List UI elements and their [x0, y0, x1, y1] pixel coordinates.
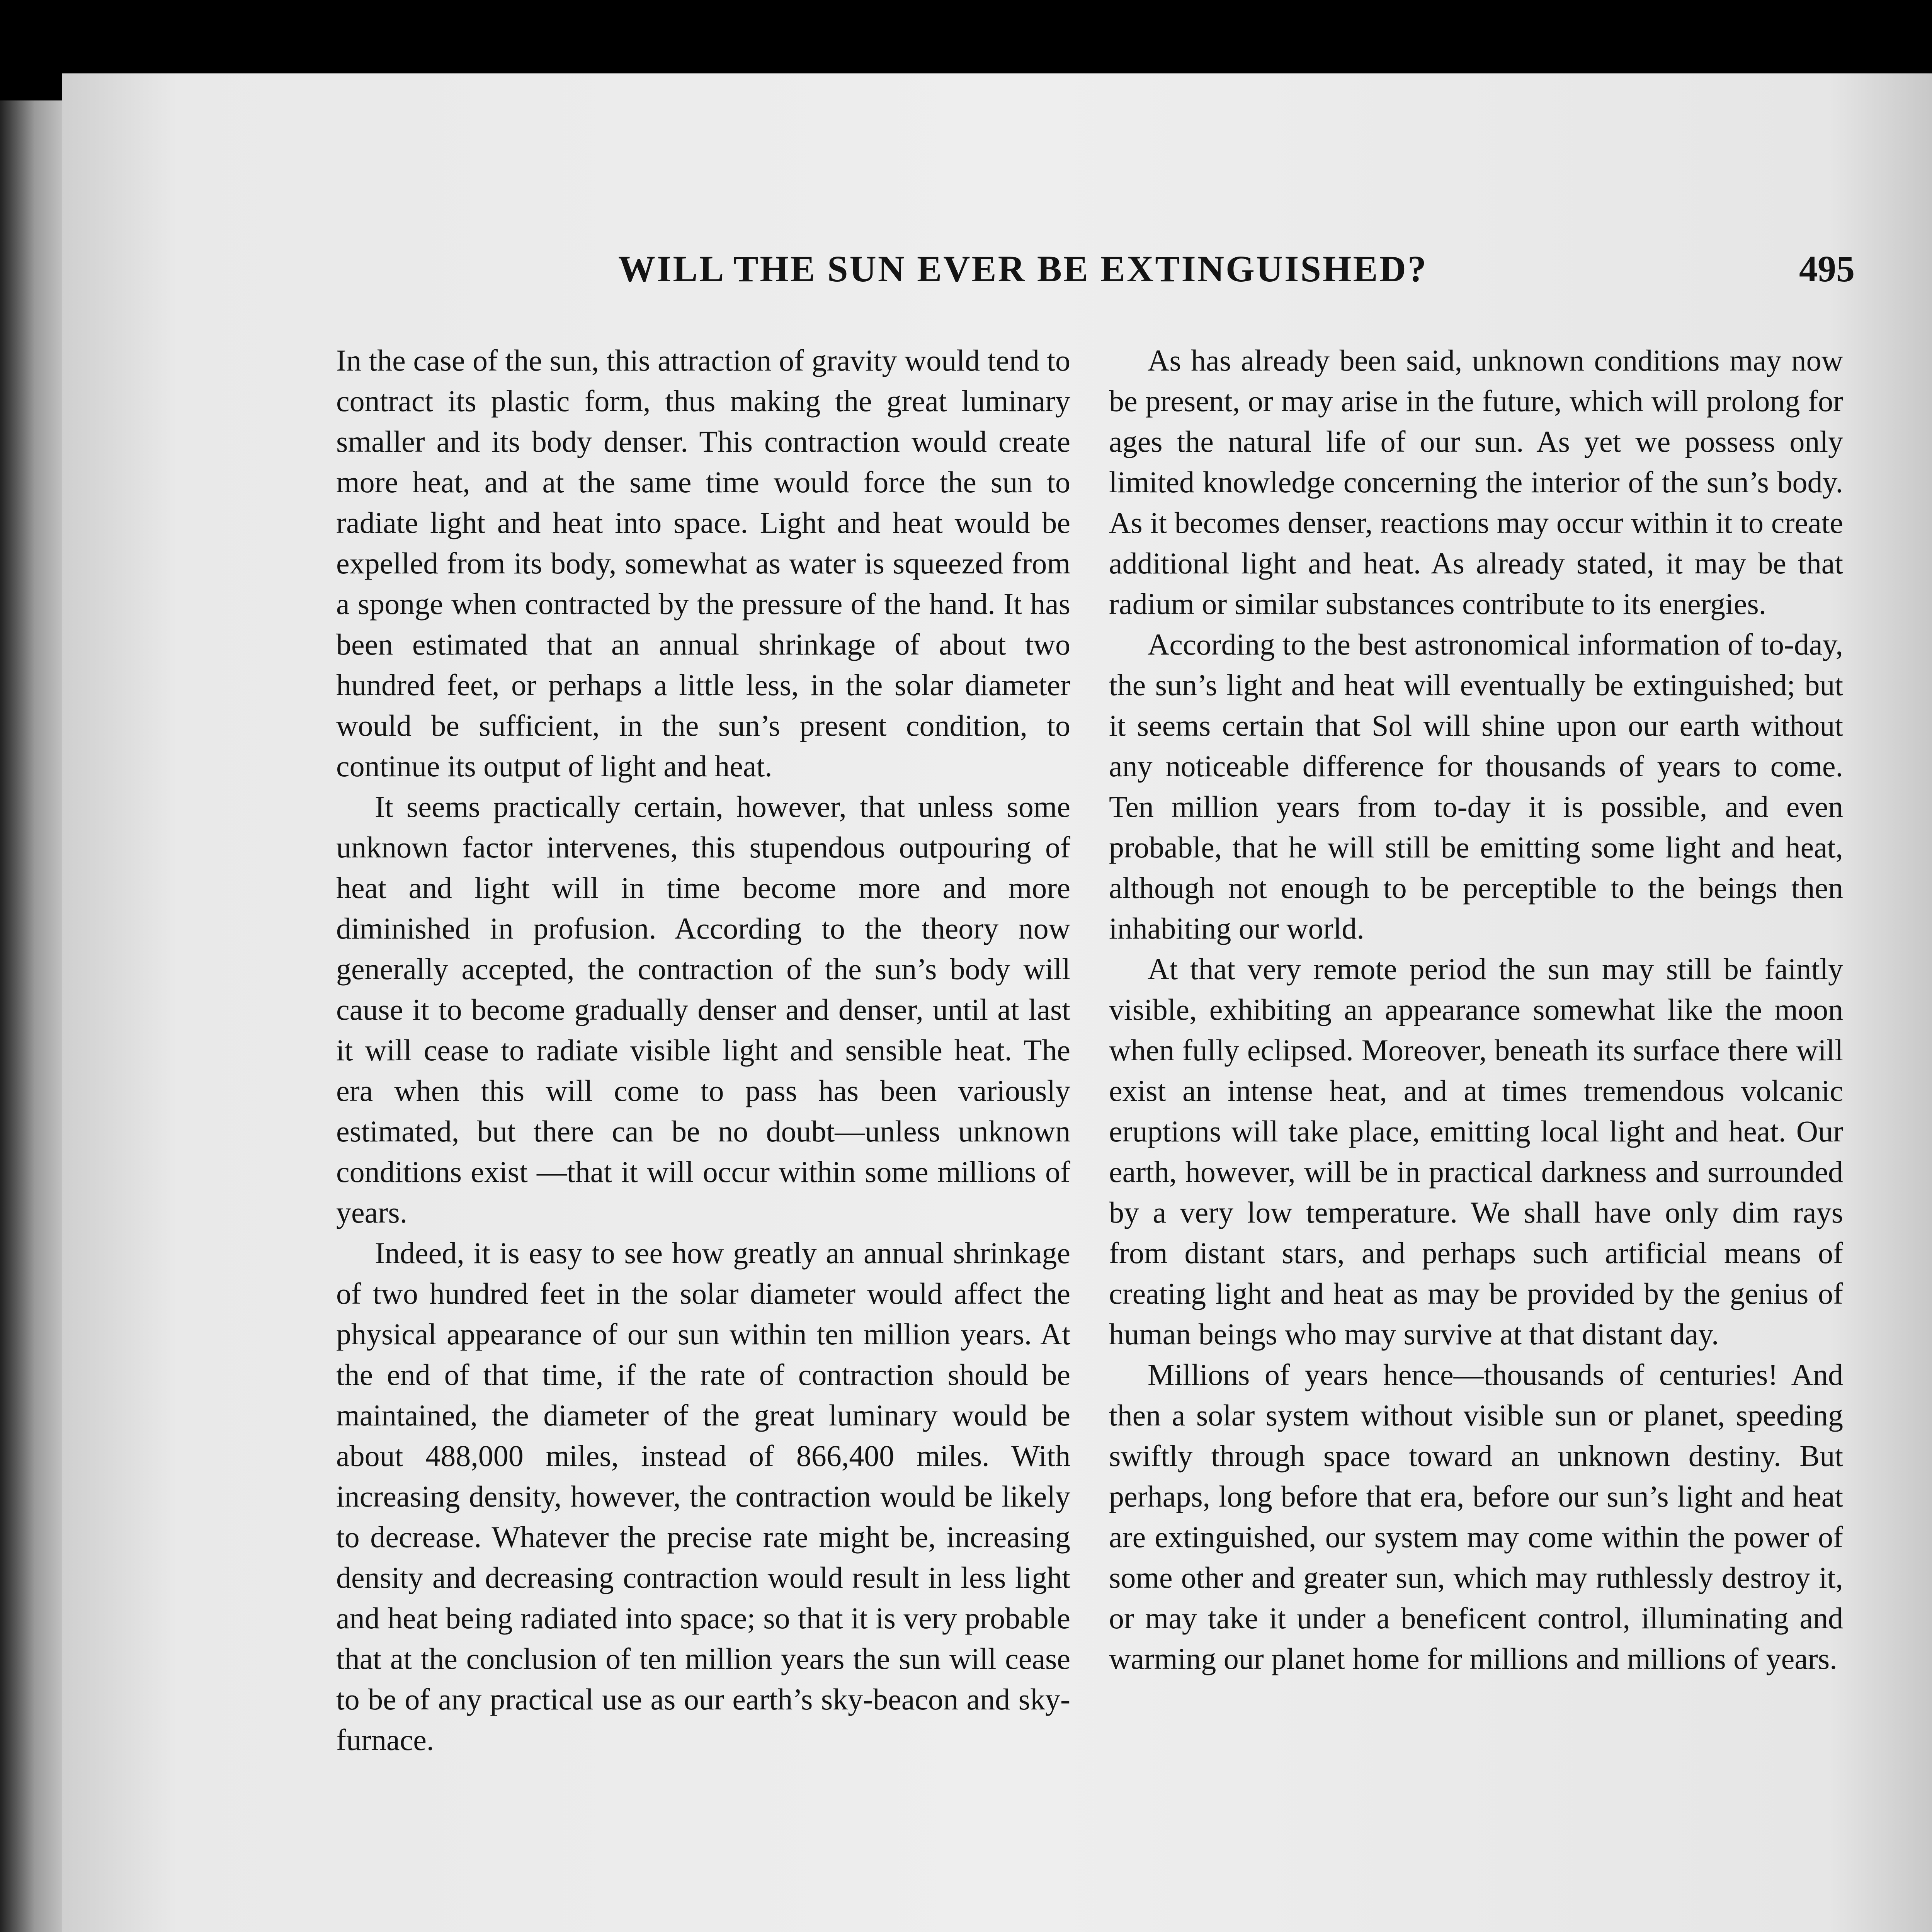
page-header — [618, 247, 1855, 305]
paragraph: In the case of the sun, this attraction of gravity would tend to contract its plastic form, thus making the great luminary smaller and its body denser. This contraction would create more heat, and at the same time would force the sun to radiate light and heat into space. Light and heat would be expelled from its body, somewhat as water is squeezed from a sponge when contracted by the pressure of the hand. It has been estimated that an annual shrinkage of about two hundred feet, or perhaps a little less, in the solar diameter would be sufficient, in the sun’s present condition, to continue its output of light and heat. — [336, 344, 1070, 783]
page-number: 495 — [1799, 248, 1855, 289]
paragraph: According to the best astronomical information of to-day, the sun’s light and heat will eventually be extinguished; but it seems certain that Sol will shine upon our earth without any noticeable difference for thousands of years to come. Ten million years from to-day it is possible, and even probable, that he will still be emitting some light and heat, although not enough to be perceptible to the beings then inhabiting our world. — [1109, 628, 1843, 945]
paragraph: As has already been said, unknown conditions may now be present, or may arise in the future, which will prolong for ages the natural life of our sun. As yet we possess only limited knowledge concerning the interior of the sun’s body. As it becomes denser, reactions may occur within it to create additional light and heat. As already stated, it may be that radium or similar substances contribute to its energies. — [1109, 344, 1843, 621]
paragraph: At that very remote period the sun may still be faintly visible, exhibiting an appearance somewhat like the moon when fully eclipsed. Moreover, beneath its surface there will exist an intense heat, and at times tremendous volcanic eruptions will take place, emitting local light and heat. Our earth, however, will be in practical darkness and surrounded by a very low temperature. We shall have only dim rays from distant stars, and perhaps such artificial means of creating light and heat as may be provided by the genius of human beings who may survive at that distant day. — [1109, 952, 1843, 1351]
left-text-column — [336, 340, 1070, 1760]
paragraph: Indeed, it is easy to see how greatly an annual shrinkage of two hundred feet in the solar diameter would affect the physical appearance of our sun within ten million years. At the end of that time, if the rate of contraction should be maintained, the diameter of the great luminary would be about 488,000 miles, instead of 866,400 miles. With increasing density, however, the contraction would be likely to decrease. Whatever the precise rate might be, increasing density and decreasing contraction would result in less light and heat being radiated into space; so that it is very probable that at the conclusion of ten million years the sun will cease to be of any practical use as our earth’s sky-beacon and sky-furnace. — [336, 1236, 1070, 1757]
paragraph: Millions of years hence—thousands of centuries! And then a solar system without visible sun or planet, speeding swiftly through space toward an unknown destiny. But perhaps, long before that era, before our sun’s light and heat are extinguished, our system may come within the power of some other and greater sun, which may ruthlessly destroy it, or may take it under a beneficent control, illuminating and warming our planet home for millions and millions of years. — [1109, 1358, 1843, 1675]
right-text-column — [1109, 340, 1843, 1679]
running-title: WILL THE SUN EVER BE EXTINGUISHED? — [618, 248, 1428, 289]
paragraph: It seems practically certain, however, that unless some unknown factor intervenes, this stupendous outpouring of heat and light will in time become more and more diminished in profusion. According to the theory now generally accepted, the contraction of the sun’s body will cause it to become gradually denser and denser, until at last it will cease to radiate visible light and sensible heat. The era when this will come to pass has been variously estimated, but there can be no doubt—unless unknown conditions exist —that it will occur within some millions of years. — [336, 790, 1070, 1229]
